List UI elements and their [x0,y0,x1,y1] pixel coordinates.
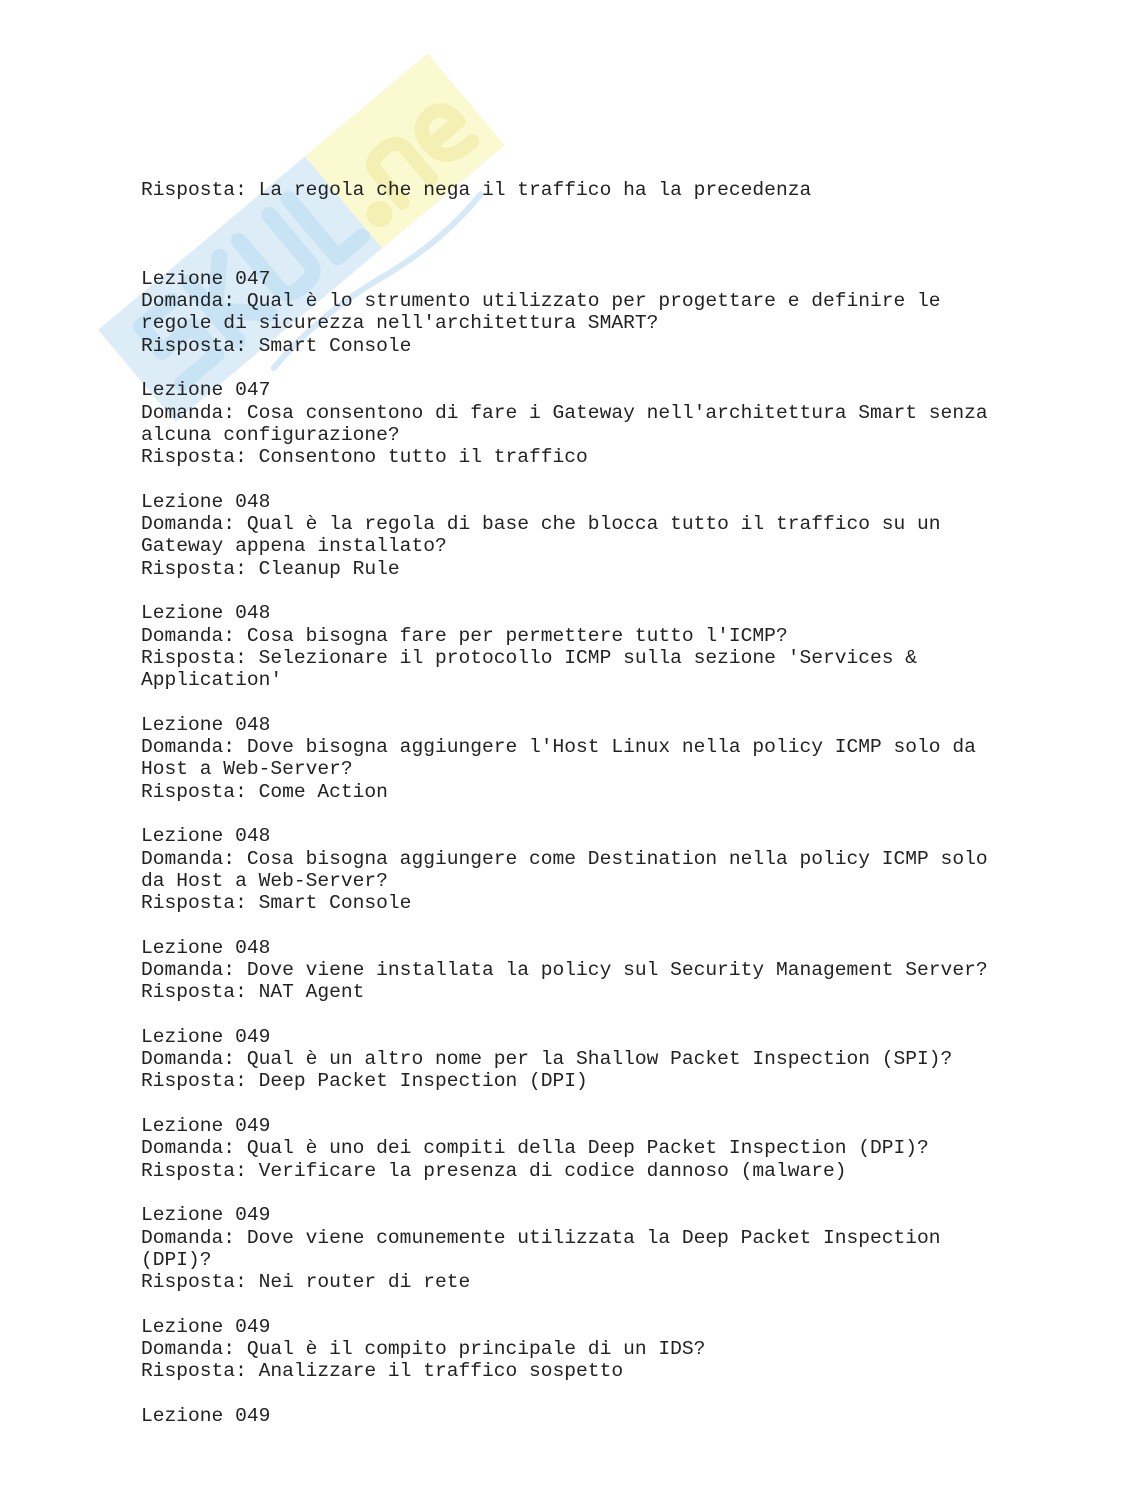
blank-line [141,914,988,936]
lesson-label: Lezione 049 [141,1315,271,1338]
qa-entry [141,1405,988,1427]
answer-line: Risposta: Selezionare il protocollo ICMP sulla sezione 'Services & [141,646,918,669]
lesson-label: Lezione 049 [141,1115,271,1138]
qa-entry [141,1115,988,1182]
question-line: Domanda: Cosa bisogna aggiungere come Destination nella policy ICMP solo [141,847,988,870]
blank-line [141,803,988,825]
qa-entry [141,1204,988,1293]
answer-line: Risposta: Smart Console [141,892,412,915]
qa-entry [141,268,988,357]
answer-line: Application' [141,669,283,692]
blank-line [141,1004,988,1026]
lesson-label: Lezione 049 [141,1025,271,1048]
question-line: alcuna configurazione? [141,423,400,446]
question-line: Host a Web-Server? [141,758,353,781]
answer-line: Risposta: Verificare la presenza di codice dannoso (malware) [141,1159,847,1182]
qa-entry [141,714,988,803]
lesson-label: Lezione 049 [141,1404,271,1427]
question-line: Domanda: Dove bisogna aggiungere l'Host Linux nella policy ICMP solo da [141,736,976,759]
answer-line: Risposta: Deep Packet Inspection (DPI) [141,1070,588,1093]
qa-entry [141,825,988,914]
blank-line [141,1093,988,1115]
question-line: Domanda: Qual è lo strumento utilizzato per progettare e definire le [141,290,941,313]
question-line: da Host a Web-Server? [141,869,388,892]
question-line: Domanda: Dove viene installata la policy sul Security Management Server? [141,958,988,981]
answer-line: Risposta: Consentono tutto il traffico [141,446,588,469]
qa-entry [141,491,988,580]
answer-line: Risposta: Analizzare il traffico sospetto [141,1360,624,1383]
blank-line [141,1383,988,1405]
question-line: Domanda: Qual è uno dei compiti della Deep Packet Inspection (DPI)? [141,1137,929,1160]
question-line: (DPI)? [141,1248,212,1271]
question-line: Domanda: Cosa bisogna fare per permettere tutto l'ICMP? [141,624,788,647]
answer-line: Risposta: NAT Agent [141,981,365,1004]
qa-entries [141,245,988,1427]
question-line: Domanda: Qual è il compito principale di un IDS? [141,1338,706,1361]
blank-line [141,1293,988,1315]
lesson-label: Lezione 047 [141,267,271,290]
lesson-label: Lezione 048 [141,825,271,848]
blank-line [141,580,988,602]
answer-line: Risposta: La regola che nega il traffico ha la precedenza [141,178,812,201]
lesson-label: Lezione 048 [141,490,271,513]
question-line: Gateway appena installato? [141,535,447,558]
answer-line: Risposta: Smart Console [141,334,412,357]
qa-entry [141,1026,988,1093]
answer-line: Risposta: Nei router di rete [141,1271,471,1294]
answer-line: Risposta: Come Action [141,780,388,803]
blank-line [141,245,988,267]
question-line: Domanda: Dove viene comunemente utilizzata la Deep Packet Inspection [141,1226,941,1249]
blank-line [141,691,988,713]
blank-line [141,1182,988,1204]
blank-line [141,357,988,379]
blank-line [141,468,988,490]
lesson-label: Lezione 049 [141,1204,271,1227]
lesson-label: Lezione 048 [141,936,271,959]
lesson-label: Lezione 048 [141,713,271,736]
question-line: Domanda: Qual è la regola di base che blocca tutto il traffico su un [141,513,941,536]
question-line: Domanda: Qual è un altro nome per la Shallow Packet Inspection (SPI)? [141,1048,953,1071]
question-line: regole di sicurezza nell'architettura SMART? [141,312,659,335]
lesson-label: Lezione 047 [141,379,271,402]
qa-entry [141,937,988,1004]
document-text [141,134,988,1450]
qa-entry [141,379,988,468]
qa-entry [141,602,988,691]
answer-line: Risposta: Cleanup Rule [141,557,400,580]
question-line: Domanda: Cosa consentono di fare i Gateway nell'architettura Smart senza [141,401,988,424]
qa-entry [141,1316,988,1383]
lesson-label: Lezione 048 [141,602,271,625]
